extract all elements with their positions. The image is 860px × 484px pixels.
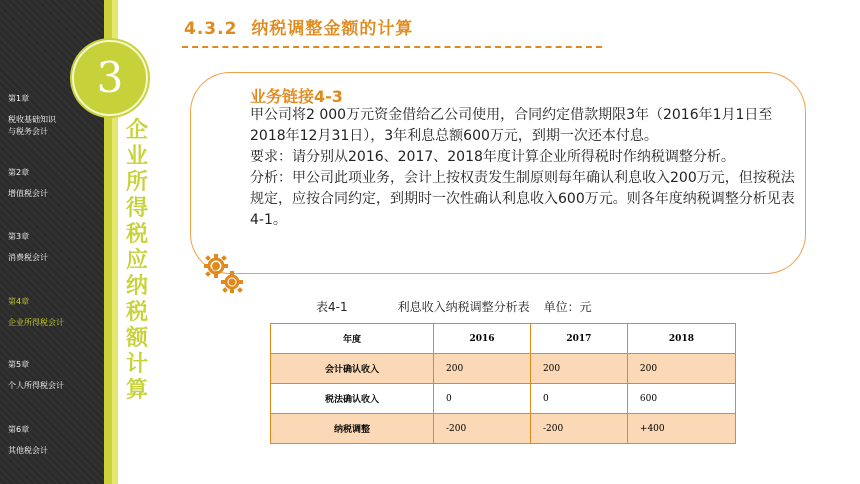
table-cell: 200 xyxy=(434,354,531,384)
table-row-label: 会计确认收入 xyxy=(271,354,434,384)
table-unit: 单位：元 xyxy=(543,300,592,314)
chapter-number: 第2章 xyxy=(8,168,30,177)
chapter-number: 第3章 xyxy=(8,232,30,241)
heading-divider xyxy=(182,46,602,48)
section-title: 纳税调整金额的计算 xyxy=(251,19,414,39)
chapter-title: 消费税会计 xyxy=(8,253,48,262)
table-cell: 600 xyxy=(627,384,735,414)
sidebar-item-chapter-6[interactable] xyxy=(8,424,48,457)
sidebar-item-chapter-1[interactable] xyxy=(8,93,56,138)
table-row-label: 纳税调整 xyxy=(271,414,434,444)
table-cell: 200 xyxy=(627,354,735,384)
section-heading xyxy=(184,14,413,39)
chapter-badge xyxy=(72,40,148,116)
table-cell: -200 xyxy=(530,414,627,444)
content-paragraph: 要求：请分别从2016、2017、2018年度计算企业所得税时作纳税调整分析。 xyxy=(250,149,735,165)
chapter-number: 第5章 xyxy=(8,360,30,369)
sidebar-item-chapter-2[interactable] xyxy=(8,167,48,200)
table-cell: 0 xyxy=(434,384,531,414)
table-caption xyxy=(316,298,592,315)
chapter-title: 增值税会计 xyxy=(8,189,48,198)
content-body xyxy=(250,105,800,231)
table-cell: -200 xyxy=(434,414,531,444)
vertical-chapter-title: 企业所得税应纳税额计算 xyxy=(125,118,148,403)
table-row-label: 税法确认收入 xyxy=(271,384,434,414)
table-header-cell: 2016 xyxy=(434,324,531,354)
content-title: 业务链接4-3 xyxy=(250,87,343,106)
gears-icon xyxy=(200,250,248,298)
chapter-title: 个人所得税会计 xyxy=(8,381,64,390)
chapter-number: 第1章 xyxy=(8,94,30,103)
chapter-title: 其他税会计 xyxy=(8,446,48,455)
table-header-cell: 年度 xyxy=(271,324,434,354)
chapter-badge-number: 3 xyxy=(96,53,124,102)
table-row xyxy=(271,384,736,414)
sidebar-item-chapter-3[interactable] xyxy=(8,231,48,264)
chapter-title: 税收基础知识 与税务会计 xyxy=(8,115,56,136)
table-row xyxy=(271,354,736,384)
table-title: 利息收入纳税调整分析表 xyxy=(397,300,530,314)
chapter-number: 第4章 xyxy=(8,297,30,306)
table-cell: +400 xyxy=(627,414,735,444)
table-number: 表4-1 xyxy=(316,300,348,314)
section-number: 4.3.2 xyxy=(184,19,238,39)
table-header-row xyxy=(271,324,736,354)
table-cell: 0 xyxy=(530,384,627,414)
sidebar-item-chapter-5[interactable] xyxy=(8,359,64,392)
chapter-title: 企业所得税会计 xyxy=(8,318,64,327)
content-paragraph: 甲公司将2 000万元资金借给乙公司使用，合同约定借款期限3年（2016年1月1日至2018年12月31日），3年利息总额600万元，到期一次还本付息。 xyxy=(250,107,773,144)
chapter-number: 第6章 xyxy=(8,425,30,434)
table-header-cell: 2017 xyxy=(530,324,627,354)
table-cell: 200 xyxy=(530,354,627,384)
table-row xyxy=(271,414,736,444)
content-paragraph: 分析：甲公司此项业务，会计上按权责发生制原则每年确认利息收入200万元，但按税法规定，应按合同约定，到期时一次性确认利息收入600万元。则各年度纳税调整分析见表4-1。 xyxy=(250,170,795,228)
sidebar-item-chapter-4[interactable] xyxy=(8,296,64,329)
table-header-cell: 2018 xyxy=(627,324,735,354)
interest-adjustment-table xyxy=(270,323,736,444)
